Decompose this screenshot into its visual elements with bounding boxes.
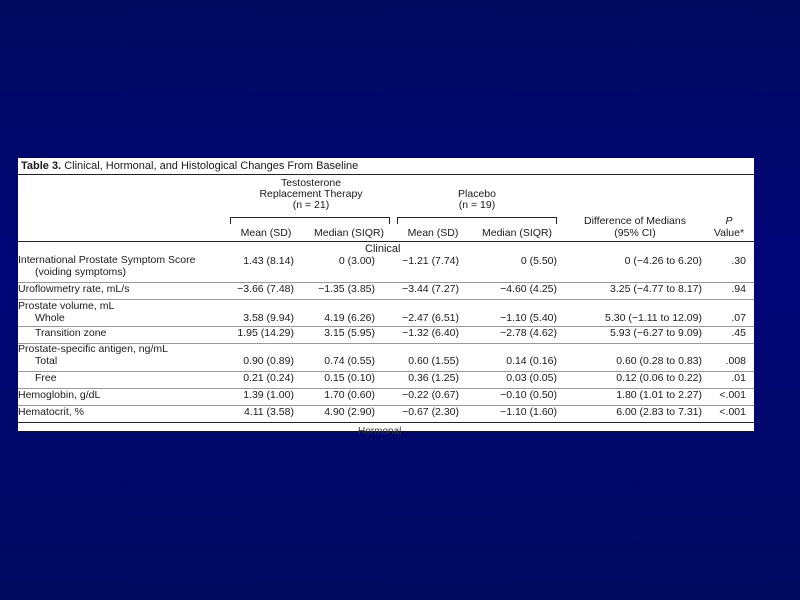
cell-p-value: .008	[725, 355, 746, 367]
group-header-placebo	[398, 189, 556, 211]
cell-pl-median: 0.03 (0.05)	[506, 372, 557, 384]
cell-diff: 0.12 (0.06 to 0.22)	[616, 372, 702, 384]
group-placebo-line1: Placebo	[458, 188, 496, 200]
row-label-line1: International Prostate Symptom Score	[18, 254, 196, 266]
row-label	[18, 389, 100, 401]
col-header-diff	[570, 215, 700, 239]
cell-diff: 5.30 (−1.11 to 12.09)	[604, 312, 702, 324]
group-trt-line1: Testosterone	[280, 177, 342, 189]
cell-diff: 5.93 (−6.27 to 9.09)	[610, 327, 702, 339]
row-label-line1: Prostate-specific antigen, ng/mL	[18, 343, 168, 355]
row-label-line1: Free	[35, 372, 57, 384]
table-title	[21, 160, 358, 172]
cell-diff: 0 (−4.26 to 6.20)	[624, 255, 702, 267]
cell-diff: 0.60 (0.28 to 0.83)	[616, 355, 702, 367]
cell-trt-mean: 1.43 (8.14)	[243, 255, 294, 267]
group-header-trt	[236, 178, 386, 211]
table-caption: Clinical, Hormonal, and Histological Changes From Baseline	[61, 160, 359, 172]
row-label	[35, 327, 106, 339]
cell-p-value: .07	[731, 312, 746, 324]
col-header-pl-mean: Mean (SD)	[407, 227, 459, 239]
bottom-rule	[18, 422, 754, 423]
row-label	[18, 406, 84, 418]
cell-trt-median: 4.90 (2.90)	[324, 406, 375, 418]
cell-pl-median: −2.78 (4.62)	[500, 327, 557, 339]
col-header-diff-line1: Difference of Medians	[584, 215, 686, 227]
row-label-line1: Uroflowmetry rate, mL/s	[18, 283, 130, 295]
cell-trt-mean: 1.39 (1.00)	[243, 389, 294, 401]
cell-pl-median: −0.10 (0.50)	[500, 389, 557, 401]
cutoff-label: Hormonal	[358, 426, 402, 437]
row-label	[18, 343, 168, 367]
cell-p-value: <.001	[719, 389, 746, 401]
row-label	[18, 283, 129, 295]
cell-trt-mean: 3.58 (9.94)	[243, 312, 294, 324]
header-rule	[18, 241, 754, 242]
cell-trt-median: 3.15 (5.95)	[324, 327, 375, 339]
col-header-p-line1: P	[725, 215, 733, 227]
cell-diff: 3.25 (−4.77 to 8.17)	[610, 283, 702, 295]
cell-trt-mean: 0.90 (0.89)	[243, 355, 294, 367]
cell-pl-mean: −1.32 (6.40)	[402, 327, 459, 339]
cell-trt-median: 0.15 (0.10)	[324, 372, 375, 384]
cell-p-value: .30	[731, 255, 746, 267]
row-label	[35, 372, 57, 384]
cell-pl-mean: 0.36 (1.25)	[408, 372, 459, 384]
cell-p-value: .45	[731, 327, 746, 339]
cell-pl-median: −1.10 (5.40)	[500, 312, 557, 324]
cell-pl-median: 0.14 (0.16)	[506, 355, 557, 367]
cell-trt-median: 0 (3.00)	[338, 255, 375, 267]
row-label-line1: Prostate volume, mL	[18, 300, 115, 312]
group-brace-placebo	[397, 217, 557, 224]
cell-trt-median: 0.74 (0.55)	[324, 355, 375, 367]
row-label-line2: Whole	[35, 312, 65, 324]
col-header-trt-mean: Mean (SD)	[240, 227, 292, 239]
col-header-p-line2: Value*	[713, 227, 745, 239]
group-trt-line3: (n = 21)	[292, 199, 330, 211]
section-label: Clinical	[365, 243, 401, 255]
cell-pl-mean: 0.60 (1.55)	[408, 355, 459, 367]
cell-p-value: .01	[731, 372, 746, 384]
cell-diff: 1.80 (1.01 to 2.27)	[616, 389, 702, 401]
row-label-line1: Transition zone	[35, 327, 107, 339]
col-header-trt-median: Median (SIQR)	[313, 227, 385, 239]
cell-pl-mean: −0.22 (0.67)	[402, 389, 459, 401]
cell-trt-median: 1.70 (0.60)	[324, 389, 375, 401]
cell-trt-median: 4.19 (6.26)	[324, 312, 375, 324]
cell-pl-median: 0 (5.50)	[520, 255, 557, 267]
group-brace-trt	[230, 217, 390, 224]
cell-trt-mean: 4.11 (3.58)	[243, 406, 294, 418]
top-rule	[18, 174, 754, 175]
cell-p-value: <.001	[719, 406, 746, 418]
cell-trt-mean: 0.21 (0.24)	[243, 372, 294, 384]
cell-trt-median: −1.35 (3.85)	[318, 283, 375, 295]
cell-pl-median: −1.10 (1.60)	[500, 406, 557, 418]
cell-diff: 6.00 (2.83 to 7.31)	[616, 406, 702, 418]
cell-p-value: .94	[731, 283, 746, 295]
cell-trt-mean: −3.66 (7.48)	[237, 283, 294, 295]
cell-pl-mean: −0.67 (2.30)	[402, 406, 459, 418]
cell-pl-mean: −3.44 (7.27)	[402, 283, 459, 295]
table-number: Table 3.	[21, 160, 62, 172]
table-image	[18, 158, 754, 437]
row-label	[18, 300, 114, 324]
row-separator	[18, 299, 754, 300]
row-label-line1: Hemoglobin, g/dL	[18, 389, 101, 401]
col-header-pl-median: Median (SIQR)	[481, 227, 553, 239]
row-label-line2: Total	[35, 355, 58, 367]
group-placebo-line2: (n = 19)	[458, 199, 496, 211]
cell-pl-mean: −2.47 (6.51)	[402, 312, 459, 324]
group-trt-line2: Replacement Therapy	[259, 188, 363, 200]
col-header-p	[704, 215, 754, 239]
cell-pl-mean: −1.21 (7.74)	[402, 255, 459, 267]
cell-pl-median: −4.60 (4.25)	[500, 283, 557, 295]
row-label-line1: Hematocrit, %	[18, 406, 84, 418]
row-label	[18, 254, 195, 278]
cell-trt-mean: 1.95 (14.29)	[237, 327, 294, 339]
col-header-diff-line2: (95% CI)	[614, 227, 656, 239]
row-label-line2: (voiding symptoms)	[35, 266, 127, 278]
